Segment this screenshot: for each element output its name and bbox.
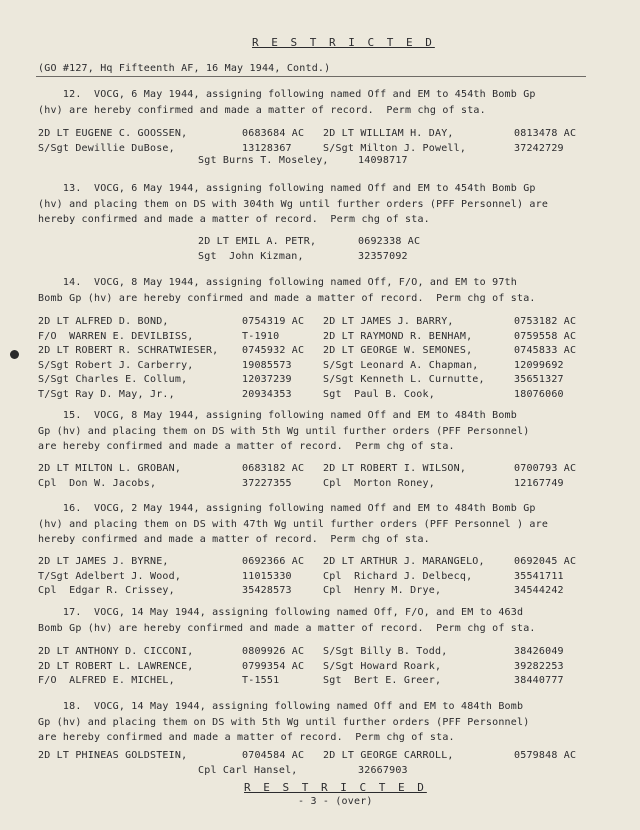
roster-name: Sgt Burns T. Moseley, (198, 155, 329, 166)
roster-name: 2D LT EUGENE C. GOOSSEN, (38, 128, 188, 139)
roster-name: Sgt Paul B. Cook, (323, 388, 435, 400)
roster-name: S/Sgt Kenneth L. Curnutte, (323, 374, 485, 385)
serial-number: 34544242 (514, 585, 564, 596)
paragraph-line: hereby confirmed and made a matter of record. Perm chg of sta. (38, 534, 430, 545)
paragraph-line: 16. VOCG, 2 May 1944, assigning following named Off and EM to 484th Bomb Gp (38, 503, 536, 514)
roster-name: 2D LT RAYMOND R. BENHAM, (323, 330, 473, 342)
paragraph-line: 13. VOCG, 6 May 1944, assigning following named Off and EM to 454th Bomb Gp (38, 183, 536, 194)
paragraph-line: 17. VOCG, 14 May 1944, assigning following named Off, F/O, and EM to 463d (38, 607, 524, 618)
paragraph-line: Gp (hv) and placing them on DS with 5th Wg until further orders (PFF Personnel) (38, 425, 530, 437)
serial-number: 38426049 (514, 646, 564, 657)
roster-name: 2D LT GEORGE CARROLL, (323, 750, 454, 761)
roster-name: 2D LT ROBERT R. SCHRATWIESER, (38, 345, 219, 356)
paragraph-line: 18. VOCG, 14 May 1944, assigning following named Off and EM to 484th Bomb (38, 701, 524, 712)
roster-name: T/Sgt Adelbert J. Wood, (38, 570, 182, 582)
serial-number: 35428573 (242, 585, 292, 596)
serial-number: T-1551 (242, 675, 280, 686)
serial-number: 0754319 AC (242, 316, 305, 327)
roster-name: Sgt John Kizman, (198, 250, 304, 262)
roster-name: Cpl Don W. Jacobs, (38, 477, 157, 489)
paragraph-line: Bomb Gp (hv) are hereby confirmed and made a matter of record. Perm chg of sta. (38, 292, 536, 304)
serial-number: 38440777 (514, 675, 564, 686)
paragraph-line: (hv) and placing them on DS with 304th Wg until further orders (PFF Personnel) are (38, 198, 549, 210)
header-classification: R E S T R I C T E D (252, 36, 435, 49)
roster-name: S/Sgt Leonard A. Chapman, (323, 359, 479, 371)
roster-name: Cpl Richard J. Delbecq, (323, 570, 473, 582)
roster-name: Cpl Carl Hansel, (198, 765, 298, 776)
paragraph-line: (hv) and placing them on DS with 47th Wg until further orders (PFF Personnel ) are (38, 518, 549, 530)
paragraph-line: are hereby confirmed and made a matter of record. Perm chg of sta. (38, 441, 455, 452)
roster-name: 2D LT JAMES J. BYRNE, (38, 556, 169, 567)
roster-name: 2D LT EMIL A. PETR, (198, 236, 317, 247)
paragraph-line: Gp (hv) and placing them on DS with 5th Wg until further orders (PFF Personnel) (38, 716, 530, 728)
roster-name: F/O ALFRED E. MICHEL, (38, 675, 175, 686)
serial-number: 0809926 AC (242, 646, 305, 657)
serial-number: 12099692 (514, 359, 564, 371)
roster-name: 2D LT JAMES J. BARRY, (323, 316, 454, 327)
roster-name: F/O WARREN E. DEVILBISS, (38, 330, 194, 342)
roster-name: 2D LT ROBERT I. WILSON, (323, 463, 467, 474)
serial-number: 0759558 AC (514, 330, 577, 342)
header-reference: (GO #127, Hq Fifteenth AF, 16 May 1944, Contd.) (38, 63, 331, 74)
serial-number: 0683182 AC (242, 463, 305, 474)
roster-name: 2D LT PHINEAS GOLDSTEIN, (38, 750, 188, 761)
paragraph-line: hereby confirmed and made a matter of record. Perm chg of sta. (38, 214, 430, 225)
roster-name: 2D LT ANTHONY D. CICCONI, (38, 646, 194, 657)
serial-number: 0745833 AC (514, 345, 577, 356)
roster-name: S/Sgt Robert J. Carberry, (38, 359, 194, 371)
roster-name: 2D LT WILLIAM H. DAY, (323, 128, 454, 139)
paragraph-line: Bomb Gp (hv) are hereby confirmed and made a matter of record. Perm chg of sta. (38, 622, 536, 634)
roster-name: S/Sgt Dewillie DuBose, (38, 142, 175, 154)
roster-name: 2D LT ALFRED D. BOND, (38, 316, 169, 327)
serial-number: 13128367 (242, 142, 292, 154)
serial-number: 0704584 AC (242, 750, 305, 761)
serial-number: 32357092 (358, 250, 408, 262)
serial-number: 0692338 AC (358, 236, 421, 247)
roster-name: Cpl Edgar R. Crissey, (38, 585, 175, 596)
paragraph-line: 14. VOCG, 8 May 1944, assigning following named Off, F/O, and EM to 97th (38, 277, 517, 288)
serial-number: T-1910 (242, 330, 280, 342)
serial-number: 0745932 AC (242, 345, 305, 356)
roster-name: S/Sgt Billy B. Todd, (323, 646, 448, 657)
serial-number: 39282253 (514, 660, 564, 672)
roster-name: Sgt Bert E. Greer, (323, 675, 442, 686)
serial-number: 18076060 (514, 388, 564, 400)
paragraph-line: (hv) are hereby confirmed and made a matter of record. Perm chg of sta. (38, 104, 486, 116)
serial-number: 0753182 AC (514, 316, 577, 327)
binder-hole (10, 350, 19, 359)
serial-number: 0700793 AC (514, 463, 577, 474)
roster-name: Cpl Henry M. Drye, (323, 585, 442, 596)
serial-number: 11015330 (242, 570, 292, 582)
roster-name: S/Sgt Charles E. Collum, (38, 374, 188, 385)
page-number: - 3 - (over) (298, 796, 373, 807)
serial-number: 37227355 (242, 477, 292, 489)
serial-number: 37242729 (514, 142, 564, 154)
serial-number: 0579848 AC (514, 750, 577, 761)
serial-number: 0683684 AC (242, 128, 305, 139)
footer-classification: R E S T R I C T E D (244, 781, 427, 794)
serial-number: 0692366 AC (242, 556, 305, 567)
roster-name: 2D LT ROBERT L. LAWRENCE, (38, 660, 194, 672)
paragraph-line: 15. VOCG, 8 May 1944, assigning following named Off and EM to 484th Bomb (38, 410, 517, 421)
paragraph-line: 12. VOCG, 6 May 1944, assigning following named Off and EM to 454th Bomb Gp (38, 89, 536, 100)
roster-name: S/Sgt Milton J. Powell, (323, 142, 467, 154)
serial-number: 35651327 (514, 374, 564, 385)
roster-name: S/Sgt Howard Roark, (323, 660, 442, 672)
serial-number: 19085573 (242, 359, 292, 371)
header-rule (36, 76, 586, 77)
serial-number: 35541711 (514, 570, 564, 582)
roster-name: 2D LT MILTON L. GROBAN, (38, 463, 182, 474)
serial-number: 0692045 AC (514, 556, 577, 567)
serial-number: 20934353 (242, 388, 292, 400)
serial-number: 14098717 (358, 155, 408, 166)
paragraph-line: are hereby confirmed and made a matter of record. Perm chg of sta. (38, 732, 455, 743)
serial-number: 0799354 AC (242, 660, 305, 672)
roster-name: 2D LT ARTHUR J. MARANGELO, (323, 556, 485, 567)
roster-name: T/Sgt Ray D. May, Jr., (38, 388, 175, 400)
serial-number: 12037239 (242, 374, 292, 385)
serial-number: 0813478 AC (514, 128, 577, 139)
serial-number: 32667903 (358, 765, 408, 776)
serial-number: 12167749 (514, 477, 564, 489)
roster-name: 2D LT GEORGE W. SEMONES, (323, 345, 473, 356)
roster-name: Cpl Morton Roney, (323, 477, 435, 489)
